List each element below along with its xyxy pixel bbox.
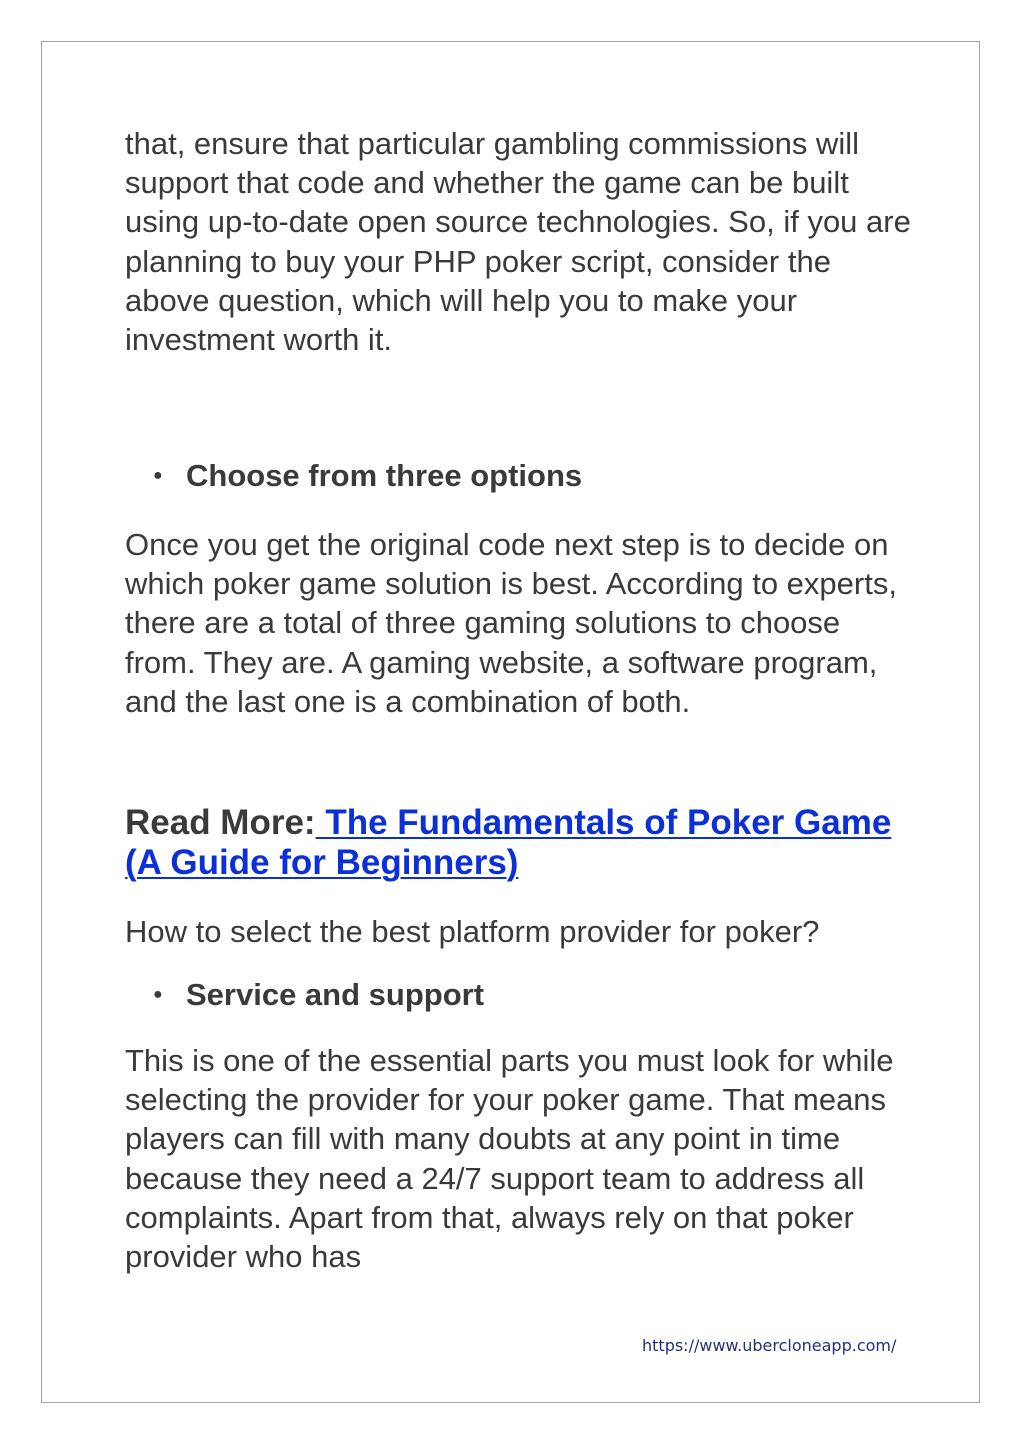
paragraph-intro: that, ensure that particular gambling commissions will support that code and whether the game can be built using up-to-date open source technologies. So, if you are planning to buy your PHP poker script, consider the above question, which will help you to make your investment worth it.: [125, 126, 911, 358]
paragraph-support: This is one of the essential parts you must look for while selecting the provider for your poker game. That means players can fill with many doubts at any point in time because they need a 24/7 support team to address all complaints. Apart from that, always rely on that poker provider who has: [125, 1043, 894, 1275]
footer-url[interactable]: https://www.ubercloneapp.com/: [642, 1336, 897, 1355]
bullet-service-support: [153, 975, 484, 1015]
read-more-heading: [125, 803, 915, 883]
bullet-choose-options: [153, 456, 582, 496]
bullet-heading: Service and support: [186, 977, 485, 1012]
paragraph-question: How to select the best platform provider for poker?: [125, 914, 820, 949]
read-more-link[interactable]: The Fundamentals of Poker Game (A Guide for Beginners): [125, 803, 892, 882]
read-more-label: Read More:: [125, 803, 316, 842]
bullet-dot-icon: ●: [153, 986, 163, 1003]
bullet-heading: Choose from three options: [186, 458, 583, 493]
bullet-dot-icon: ●: [153, 467, 163, 484]
paragraph-options: Once you get the original code next step is to decide on which poker game solution is best. According to experts, there are a total of three gaming solutions to choose from. They are. A gaming website, a software program, and the last one is a combination of both.: [125, 527, 897, 719]
